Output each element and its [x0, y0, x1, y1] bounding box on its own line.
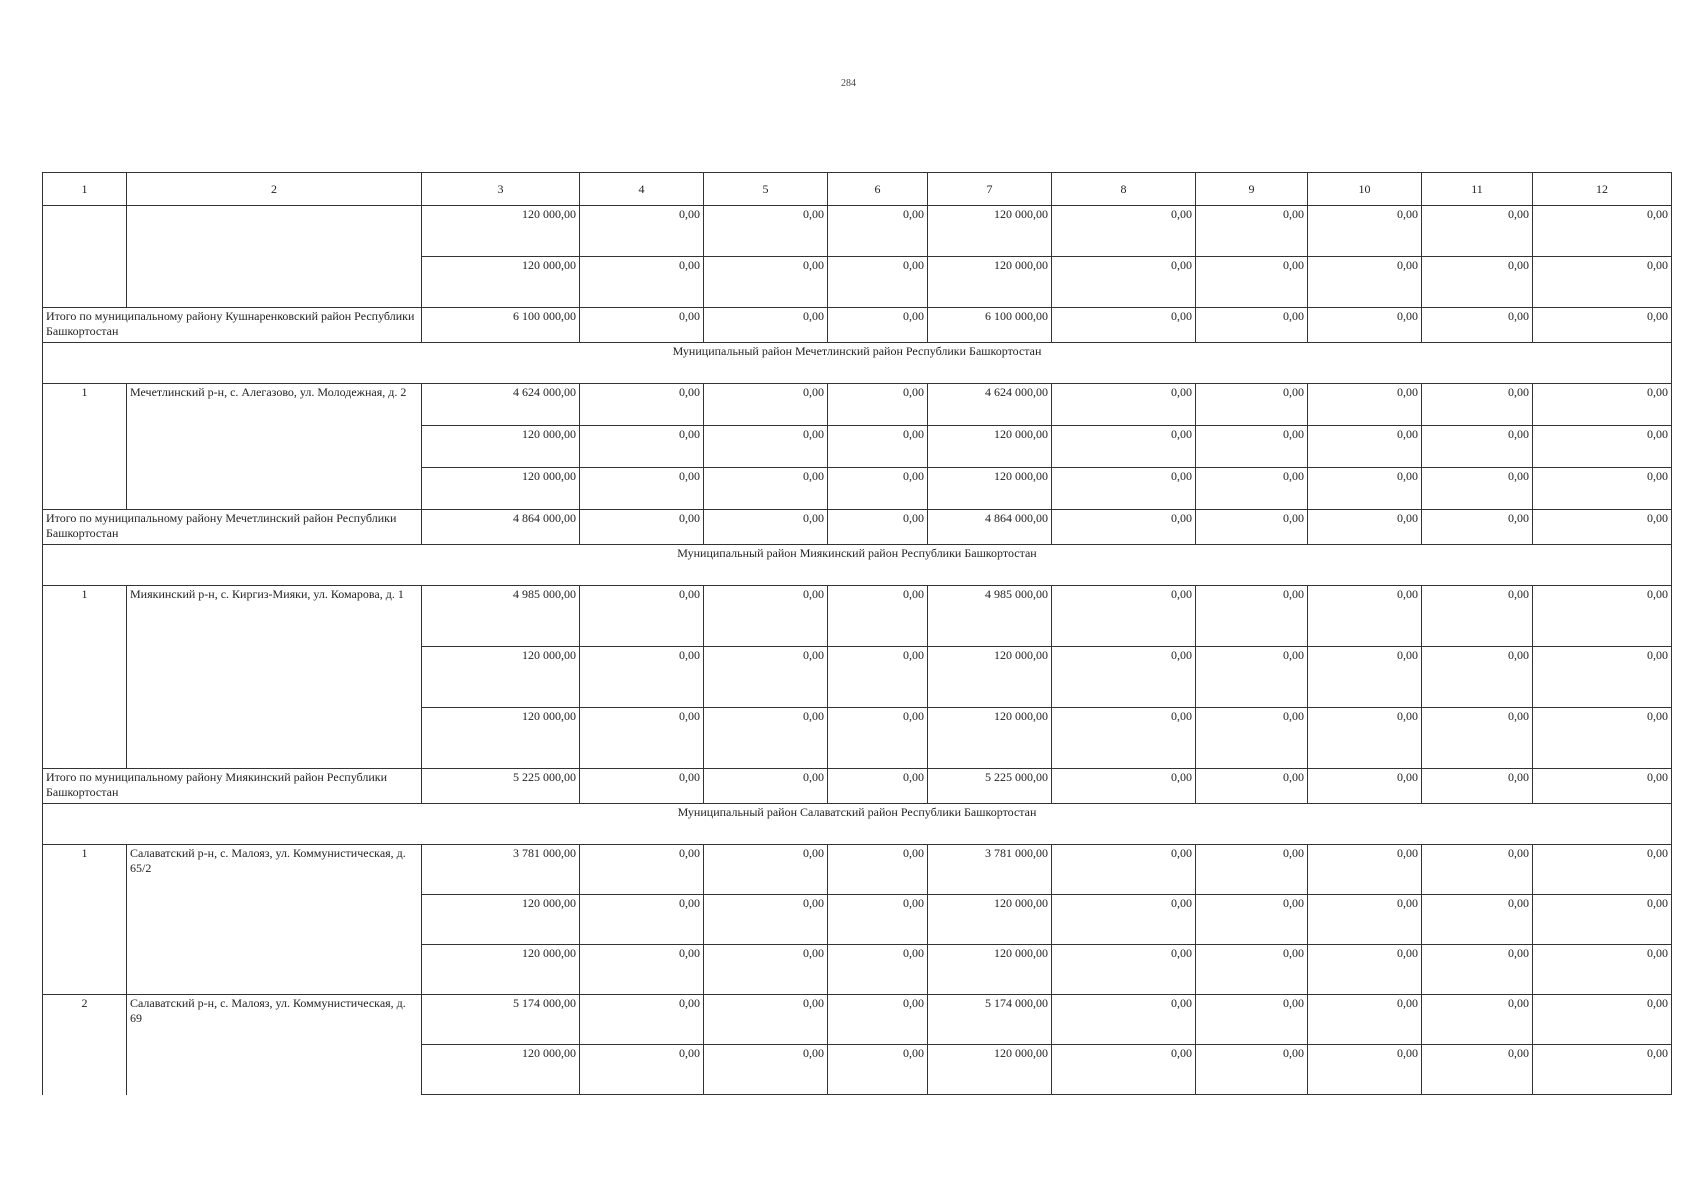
- value-cell: 0,00: [1052, 586, 1196, 647]
- column-number: 5: [704, 173, 828, 206]
- value-cell: 0,00: [1533, 995, 1672, 1045]
- value-cell: 0,00: [1196, 647, 1308, 708]
- column-number: 1: [43, 173, 127, 206]
- value-cell: 0,00: [1196, 510, 1308, 545]
- total-row: [43, 510, 1672, 545]
- value-cell: 0,00: [704, 586, 828, 647]
- value-cell: 4 624 000,00: [928, 384, 1052, 426]
- value-cell: 0,00: [1533, 708, 1672, 769]
- value-cell: 0,00: [704, 426, 828, 468]
- value-cell: 120 000,00: [422, 426, 580, 468]
- address-cell: Салаватский р-н, с. Малояз, ул. Коммунистическая, д. 69: [127, 995, 422, 1095]
- value-cell: 5 225 000,00: [928, 769, 1052, 804]
- value-cell: 120 000,00: [928, 895, 1052, 945]
- value-cell: 0,00: [1308, 895, 1422, 945]
- value-cell: 0,00: [1533, 308, 1672, 343]
- value-cell: 120 000,00: [928, 426, 1052, 468]
- value-cell: 120 000,00: [422, 257, 580, 308]
- value-cell: 0,00: [1533, 384, 1672, 426]
- district-header-row: [43, 545, 1672, 586]
- value-cell: 3 781 000,00: [928, 845, 1052, 895]
- value-cell: 0,00: [828, 1045, 928, 1095]
- total-row: [43, 308, 1672, 343]
- value-cell: 0,00: [1052, 206, 1196, 257]
- value-cell: 0,00: [1533, 1045, 1672, 1095]
- value-cell: 0,00: [580, 426, 704, 468]
- table-row: [43, 995, 1672, 1045]
- table-row: [43, 384, 1672, 426]
- value-cell: 0,00: [580, 945, 704, 995]
- district-header-row: [43, 804, 1672, 845]
- value-cell: 0,00: [1422, 769, 1533, 804]
- value-cell: 0,00: [1196, 945, 1308, 995]
- value-cell: 0,00: [1052, 257, 1196, 308]
- value-cell: 4 624 000,00: [422, 384, 580, 426]
- value-cell: 0,00: [1308, 1045, 1422, 1095]
- value-cell: 0,00: [1308, 510, 1422, 545]
- value-cell: 0,00: [1308, 206, 1422, 257]
- value-cell: 0,00: [1422, 1045, 1533, 1095]
- value-cell: 0,00: [580, 1045, 704, 1095]
- value-cell: 120 000,00: [422, 468, 580, 510]
- value-cell: 0,00: [580, 647, 704, 708]
- value-cell: 0,00: [828, 995, 928, 1045]
- value-cell: 120 000,00: [928, 1045, 1052, 1095]
- value-cell: 0,00: [580, 845, 704, 895]
- value-cell: 0,00: [1422, 895, 1533, 945]
- value-cell: 0,00: [1052, 708, 1196, 769]
- value-cell: 0,00: [1196, 1045, 1308, 1095]
- value-cell: 0,00: [1422, 257, 1533, 308]
- value-cell: 0,00: [580, 510, 704, 545]
- value-cell: 4 864 000,00: [928, 510, 1052, 545]
- item-number-cell: 2: [43, 995, 127, 1095]
- value-cell: 0,00: [828, 426, 928, 468]
- table-row: [43, 586, 1672, 647]
- value-cell: 0,00: [704, 845, 828, 895]
- value-cell: 0,00: [1052, 384, 1196, 426]
- address-cell: Мечетлинский р-н, с. Алегазово, ул. Молодежная, д. 2: [127, 384, 422, 510]
- column-number: 11: [1422, 173, 1533, 206]
- value-cell: 0,00: [580, 206, 704, 257]
- value-cell: 0,00: [1422, 845, 1533, 895]
- value-cell: 0,00: [828, 895, 928, 945]
- value-cell: 0,00: [1422, 426, 1533, 468]
- value-cell: 0,00: [580, 384, 704, 426]
- value-cell: 0,00: [1196, 995, 1308, 1045]
- value-cell: 0,00: [828, 308, 928, 343]
- value-cell: 0,00: [580, 895, 704, 945]
- financing-table: [42, 172, 1672, 1095]
- value-cell: 0,00: [828, 708, 928, 769]
- value-cell: 0,00: [1052, 895, 1196, 945]
- value-cell: 0,00: [1052, 468, 1196, 510]
- column-number: 4: [580, 173, 704, 206]
- value-cell: 0,00: [1196, 708, 1308, 769]
- value-cell: 0,00: [1533, 206, 1672, 257]
- total-row: [43, 769, 1672, 804]
- value-cell: 120 000,00: [928, 468, 1052, 510]
- value-cell: 0,00: [1052, 1045, 1196, 1095]
- value-cell: 120 000,00: [422, 945, 580, 995]
- total-label: Итого по муниципальному району Миякинский район Республики Башкортостан: [43, 769, 422, 804]
- value-cell: 6 100 000,00: [422, 308, 580, 343]
- value-cell: 0,00: [704, 384, 828, 426]
- value-cell: 120 000,00: [928, 206, 1052, 257]
- value-cell: 0,00: [1308, 708, 1422, 769]
- table-row: [43, 206, 1672, 257]
- address-cell: [127, 206, 422, 308]
- total-label: Итого по муниципальному району Мечетлинский район Республики Башкортостан: [43, 510, 422, 545]
- value-cell: 0,00: [1196, 426, 1308, 468]
- value-cell: 4 985 000,00: [422, 586, 580, 647]
- item-number-cell: 1: [43, 384, 127, 510]
- value-cell: 0,00: [1533, 510, 1672, 545]
- value-cell: 0,00: [1308, 845, 1422, 895]
- value-cell: 0,00: [704, 1045, 828, 1095]
- district-header-row: [43, 343, 1672, 384]
- value-cell: 0,00: [1308, 308, 1422, 343]
- value-cell: 0,00: [1196, 206, 1308, 257]
- total-label: Итого по муниципальному району Кушнаренковский район Республики Башкортостан: [43, 308, 422, 343]
- value-cell: 6 100 000,00: [928, 308, 1052, 343]
- value-cell: 0,00: [1422, 647, 1533, 708]
- district-header: Муниципальный район Миякинский район Республики Башкортостан: [43, 545, 1672, 586]
- value-cell: 0,00: [1533, 895, 1672, 945]
- value-cell: 5 225 000,00: [422, 769, 580, 804]
- value-cell: 0,00: [1533, 647, 1672, 708]
- value-cell: 0,00: [1422, 308, 1533, 343]
- value-cell: 0,00: [1196, 586, 1308, 647]
- value-cell: 0,00: [1052, 510, 1196, 545]
- district-header: Муниципальный район Мечетлинский район Республики Башкортостан: [43, 343, 1672, 384]
- value-cell: 0,00: [704, 468, 828, 510]
- item-number-cell: 1: [43, 845, 127, 995]
- value-cell: 120 000,00: [422, 895, 580, 945]
- column-number: 2: [127, 173, 422, 206]
- value-cell: 120 000,00: [928, 647, 1052, 708]
- value-cell: 0,00: [1196, 769, 1308, 804]
- value-cell: 120 000,00: [422, 206, 580, 257]
- value-cell: 0,00: [1533, 468, 1672, 510]
- value-cell: 0,00: [1196, 895, 1308, 945]
- address-cell: Миякинский р-н, с. Киргиз-Мияки, ул. Комарова, д. 1: [127, 586, 422, 769]
- value-cell: 0,00: [1196, 384, 1308, 426]
- table-row: [43, 845, 1672, 895]
- value-cell: 0,00: [1308, 468, 1422, 510]
- value-cell: 0,00: [580, 586, 704, 647]
- value-cell: 0,00: [704, 708, 828, 769]
- value-cell: 0,00: [1422, 708, 1533, 769]
- value-cell: 0,00: [1422, 586, 1533, 647]
- value-cell: 0,00: [1052, 995, 1196, 1045]
- value-cell: 0,00: [1533, 769, 1672, 804]
- value-cell: 0,00: [828, 510, 928, 545]
- column-number: 10: [1308, 173, 1422, 206]
- value-cell: 0,00: [1308, 586, 1422, 647]
- value-cell: 0,00: [1422, 945, 1533, 995]
- value-cell: 0,00: [704, 206, 828, 257]
- value-cell: 0,00: [704, 895, 828, 945]
- value-cell: 0,00: [1533, 845, 1672, 895]
- value-cell: 0,00: [580, 995, 704, 1045]
- value-cell: 0,00: [580, 769, 704, 804]
- value-cell: 0,00: [704, 945, 828, 995]
- value-cell: 0,00: [1422, 468, 1533, 510]
- value-cell: 3 781 000,00: [422, 845, 580, 895]
- value-cell: 4 864 000,00: [422, 510, 580, 545]
- value-cell: 0,00: [1422, 206, 1533, 257]
- value-cell: 0,00: [580, 468, 704, 510]
- value-cell: 5 174 000,00: [928, 995, 1052, 1045]
- item-number-cell: 1: [43, 586, 127, 769]
- value-cell: 0,00: [1052, 308, 1196, 343]
- value-cell: 120 000,00: [422, 647, 580, 708]
- value-cell: 0,00: [1196, 468, 1308, 510]
- value-cell: 0,00: [828, 468, 928, 510]
- value-cell: 0,00: [1533, 257, 1672, 308]
- value-cell: 0,00: [704, 308, 828, 343]
- value-cell: 0,00: [704, 647, 828, 708]
- value-cell: 0,00: [828, 845, 928, 895]
- value-cell: 0,00: [828, 257, 928, 308]
- value-cell: 0,00: [704, 257, 828, 308]
- page-number: 284: [841, 78, 856, 89]
- column-number: 12: [1533, 173, 1672, 206]
- value-cell: 0,00: [828, 945, 928, 995]
- value-cell: 0,00: [1533, 426, 1672, 468]
- value-cell: 0,00: [1052, 845, 1196, 895]
- column-number-row: [43, 173, 1672, 206]
- value-cell: 0,00: [1196, 308, 1308, 343]
- value-cell: 0,00: [1422, 995, 1533, 1045]
- value-cell: 0,00: [704, 769, 828, 804]
- column-number: 9: [1196, 173, 1308, 206]
- value-cell: 120 000,00: [422, 708, 580, 769]
- value-cell: 0,00: [1308, 647, 1422, 708]
- value-cell: 0,00: [1308, 995, 1422, 1045]
- value-cell: 5 174 000,00: [422, 995, 580, 1045]
- value-cell: 0,00: [1052, 647, 1196, 708]
- value-cell: 0,00: [704, 995, 828, 1045]
- value-cell: 0,00: [1308, 426, 1422, 468]
- column-number: 8: [1052, 173, 1196, 206]
- district-header: Муниципальный район Салаватский район Республики Башкортостан: [43, 804, 1672, 845]
- column-number: 3: [422, 173, 580, 206]
- column-number: 6: [828, 173, 928, 206]
- address-cell: Салаватский р-н, с. Малояз, ул. Коммунистическая, д. 65/2: [127, 845, 422, 995]
- value-cell: 0,00: [1196, 257, 1308, 308]
- value-cell: 0,00: [1052, 426, 1196, 468]
- value-cell: 0,00: [828, 586, 928, 647]
- value-cell: 0,00: [580, 708, 704, 769]
- value-cell: 0,00: [1196, 845, 1308, 895]
- value-cell: 0,00: [1308, 769, 1422, 804]
- value-cell: 0,00: [1052, 945, 1196, 995]
- item-number-cell: [43, 206, 127, 308]
- value-cell: 0,00: [580, 257, 704, 308]
- value-cell: 120 000,00: [422, 1045, 580, 1095]
- value-cell: 0,00: [1308, 384, 1422, 426]
- value-cell: 120 000,00: [928, 945, 1052, 995]
- value-cell: 0,00: [1533, 945, 1672, 995]
- value-cell: 0,00: [1308, 945, 1422, 995]
- value-cell: 0,00: [828, 647, 928, 708]
- value-cell: 0,00: [1422, 384, 1533, 426]
- value-cell: 4 985 000,00: [928, 586, 1052, 647]
- value-cell: 120 000,00: [928, 708, 1052, 769]
- value-cell: 0,00: [1308, 257, 1422, 308]
- column-number: 7: [928, 173, 1052, 206]
- value-cell: 0,00: [1533, 586, 1672, 647]
- value-cell: 0,00: [828, 384, 928, 426]
- value-cell: 0,00: [828, 769, 928, 804]
- value-cell: 120 000,00: [928, 257, 1052, 308]
- value-cell: 0,00: [828, 206, 928, 257]
- value-cell: 0,00: [1052, 769, 1196, 804]
- value-cell: 0,00: [1422, 510, 1533, 545]
- value-cell: 0,00: [704, 510, 828, 545]
- value-cell: 0,00: [580, 308, 704, 343]
